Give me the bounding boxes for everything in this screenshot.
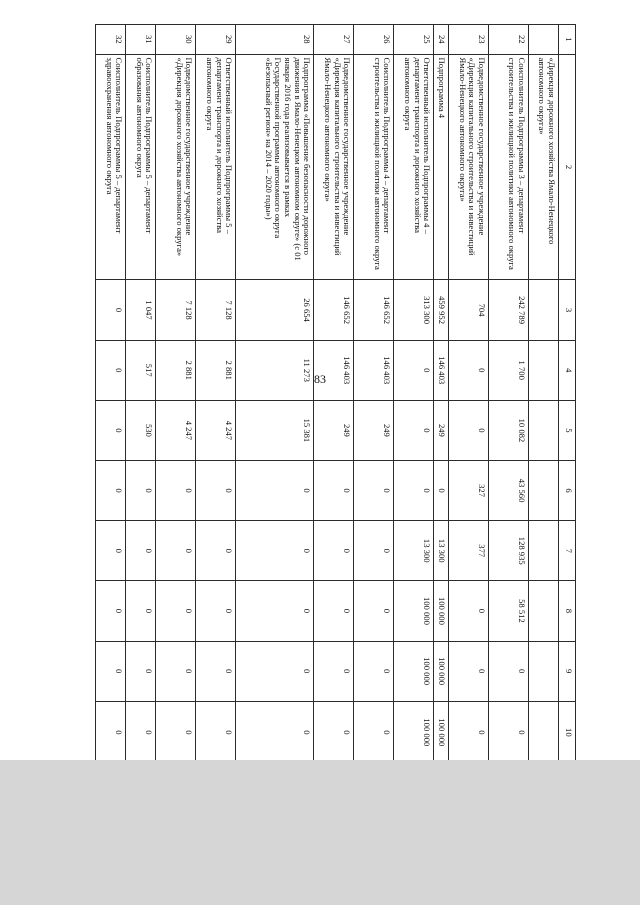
row-number <box>529 25 559 55</box>
row-number: 29 <box>196 25 236 55</box>
value-cell: 0 <box>449 340 489 400</box>
value-cell: 530 <box>126 400 156 460</box>
table-row <box>196 25 236 761</box>
value-cell: 0 <box>96 701 126 760</box>
table-row <box>394 25 434 761</box>
value-cell: 249 <box>314 400 354 460</box>
value-cell: 0 <box>449 581 489 641</box>
row-title: Соисполнитель Подпрограммы 5 – департамент образования автономного округа <box>126 54 156 280</box>
table-row <box>314 25 354 761</box>
value-cell: 0 <box>354 460 394 520</box>
value-cell: 0 <box>236 460 314 520</box>
value-cell: 0 <box>449 400 489 460</box>
header-cell: 7 <box>559 521 576 581</box>
row-number: 26 <box>354 25 394 55</box>
value-cell: 43 560 <box>489 460 529 520</box>
header-cell: 8 <box>559 581 576 641</box>
value-cell: 0 <box>449 641 489 701</box>
header-cell: 1 <box>559 25 576 55</box>
header-cell: 6 <box>559 460 576 520</box>
value-cell: 0 <box>489 701 529 760</box>
row-number: 31 <box>126 25 156 55</box>
value-cell: 0 <box>489 641 529 701</box>
value-cell: 377 <box>449 521 489 581</box>
value-cell: 0 <box>96 340 126 400</box>
value-cell: 11 273 <box>236 340 314 400</box>
value-cell: 0 <box>354 701 394 760</box>
value-cell: 7 128 <box>156 280 196 340</box>
header-cell: 4 <box>559 340 576 400</box>
row-title: Подведомственное государственное учреждение «Дирекция дорожного хозяйства автономного округа» <box>156 54 196 280</box>
value-cell: 0 <box>236 641 314 701</box>
value-cell: 0 <box>196 460 236 520</box>
row-number: 24 <box>434 25 449 55</box>
value-cell: 327 <box>449 460 489 520</box>
value-cell: 26 654 <box>236 280 314 340</box>
table-row <box>156 25 196 761</box>
value-cell: 0 <box>126 641 156 701</box>
value-cell: 0 <box>156 521 196 581</box>
row-title: Подпрограмма 4 <box>434 54 449 280</box>
value-cell: 0 <box>126 460 156 520</box>
value-cell: 249 <box>354 400 394 460</box>
value-cell: 0 <box>236 701 314 760</box>
value-cell: 0 <box>196 701 236 760</box>
value-cell: 100 000 <box>394 701 434 760</box>
value-cell <box>529 400 559 460</box>
value-cell: 10 082 <box>489 400 529 460</box>
value-cell <box>529 701 559 760</box>
value-cell: 0 <box>156 460 196 520</box>
value-cell <box>529 340 559 400</box>
value-cell: 100 000 <box>394 641 434 701</box>
value-cell: 0 <box>96 400 126 460</box>
header-row <box>559 25 576 761</box>
page-number: 83 <box>314 372 326 386</box>
value-cell: 704 <box>449 280 489 340</box>
value-cell: 146 403 <box>354 340 394 400</box>
row-title: «Дирекция дорожного хозяйства Ямало-Ненецкого автономного округа» <box>529 54 559 280</box>
value-cell: 0 <box>126 581 156 641</box>
header-cell: 5 <box>559 400 576 460</box>
value-cell: 58 512 <box>489 581 529 641</box>
value-cell: 2 881 <box>196 340 236 400</box>
value-cell <box>529 521 559 581</box>
header-cell: 10 <box>559 701 576 760</box>
value-cell: 313 300 <box>394 280 434 340</box>
value-cell: 1 700 <box>489 340 529 400</box>
value-cell: 0 <box>314 641 354 701</box>
value-cell: 0 <box>196 581 236 641</box>
table-row <box>489 25 529 761</box>
value-cell: 100 000 <box>434 641 449 701</box>
row-number: 22 <box>489 25 529 55</box>
value-cell: 0 <box>394 340 434 400</box>
row-title: Соисполнитель Подпрограммы 3 – департамент строительства и жилищной политики автономного округа <box>489 54 529 280</box>
value-cell: 0 <box>156 701 196 760</box>
value-cell: 4 247 <box>196 400 236 460</box>
value-cell <box>529 460 559 520</box>
row-title: Ответственный исполнитель Подпрограммы 4 – департамент транспорта и дорожного хозяйства автономного округа <box>394 54 434 280</box>
row-title: Соисполнитель Подпрограммы 5 – департамент здравоохранения автономного округа <box>96 54 126 280</box>
value-cell: 0 <box>354 521 394 581</box>
value-cell: 0 <box>196 521 236 581</box>
value-cell: 0 <box>126 701 156 760</box>
value-cell: 0 <box>196 641 236 701</box>
value-cell: 0 <box>96 641 126 701</box>
value-cell: 0 <box>434 460 449 520</box>
value-cell: 146 403 <box>314 340 354 400</box>
value-cell: 128 935 <box>489 521 529 581</box>
budget-table <box>95 24 576 760</box>
value-cell: 13 300 <box>394 521 434 581</box>
value-cell: 0 <box>96 280 126 340</box>
value-cell: 146 652 <box>314 280 354 340</box>
table-row <box>126 25 156 761</box>
row-title: Подведомственное государственное учреждение «Дирекция капитального строительства и инвестиций Ямало-Ненецкого автономного округа» <box>314 54 354 280</box>
row-number: 28 <box>236 25 314 55</box>
row-number: 27 <box>314 25 354 55</box>
table-row <box>529 25 559 761</box>
value-cell: 4 247 <box>156 400 196 460</box>
value-cell: 15 381 <box>236 400 314 460</box>
value-cell: 0 <box>236 581 314 641</box>
rotated-table-container <box>104 24 576 760</box>
table-row <box>96 25 126 761</box>
value-cell: 0 <box>354 581 394 641</box>
row-title: Подпрограмма «Повышение безопасности дорожного движения в Ямало-Ненецком автономном округе» (с 01 января 2016 года реализовывается в рамках Государственной программы автономного округа «Безопасный регион» на 2014 – 2020 годы») <box>236 54 314 280</box>
value-cell: 0 <box>394 460 434 520</box>
value-cell: 146 403 <box>434 340 449 400</box>
table-row <box>449 25 489 761</box>
value-cell: 249 <box>434 400 449 460</box>
value-cell: 0 <box>236 521 314 581</box>
value-cell: 0 <box>96 460 126 520</box>
header-cell: 2 <box>559 54 576 280</box>
row-title: Ответственный исполнитель Подпрограммы 5 – департамент транспорта и дорожного хозяйства автономного округа <box>196 54 236 280</box>
value-cell: 0 <box>156 641 196 701</box>
value-cell: 0 <box>449 701 489 760</box>
value-cell: 146 652 <box>354 280 394 340</box>
value-cell: 0 <box>394 400 434 460</box>
row-title: Подведомственное государственное учреждение «Дирекция капитального строительства и инвестиций Ямало-Ненецкого автономного округа» <box>449 54 489 280</box>
value-cell: 100 000 <box>434 581 449 641</box>
header-cell: 9 <box>559 641 576 701</box>
value-cell: 459 952 <box>434 280 449 340</box>
table-row <box>236 25 314 761</box>
row-number: 32 <box>96 25 126 55</box>
value-cell: 2 881 <box>156 340 196 400</box>
value-cell: 0 <box>156 581 196 641</box>
value-cell: 242 789 <box>489 280 529 340</box>
value-cell: 0 <box>354 641 394 701</box>
value-cell: 0 <box>126 521 156 581</box>
table-row <box>354 25 394 761</box>
value-cell: 13 300 <box>434 521 449 581</box>
row-number: 23 <box>449 25 489 55</box>
value-cell: 0 <box>314 701 354 760</box>
value-cell: 100 000 <box>434 701 449 760</box>
value-cell <box>529 581 559 641</box>
header-cell: 3 <box>559 280 576 340</box>
table-row <box>434 25 449 761</box>
value-cell: 517 <box>126 340 156 400</box>
value-cell: 100 000 <box>394 581 434 641</box>
value-cell: 0 <box>96 581 126 641</box>
value-cell <box>529 641 559 701</box>
row-number: 25 <box>394 25 434 55</box>
row-title: Соисполнитель Подпрограммы 4 – департамент строительства и жилищной политики автономного округа <box>354 54 394 280</box>
value-cell: 0 <box>96 521 126 581</box>
value-cell: 0 <box>314 581 354 641</box>
value-cell: 0 <box>314 460 354 520</box>
value-cell: 0 <box>314 521 354 581</box>
value-cell <box>529 280 559 340</box>
value-cell: 7 128 <box>196 280 236 340</box>
row-number: 30 <box>156 25 196 55</box>
value-cell: 1 047 <box>126 280 156 340</box>
